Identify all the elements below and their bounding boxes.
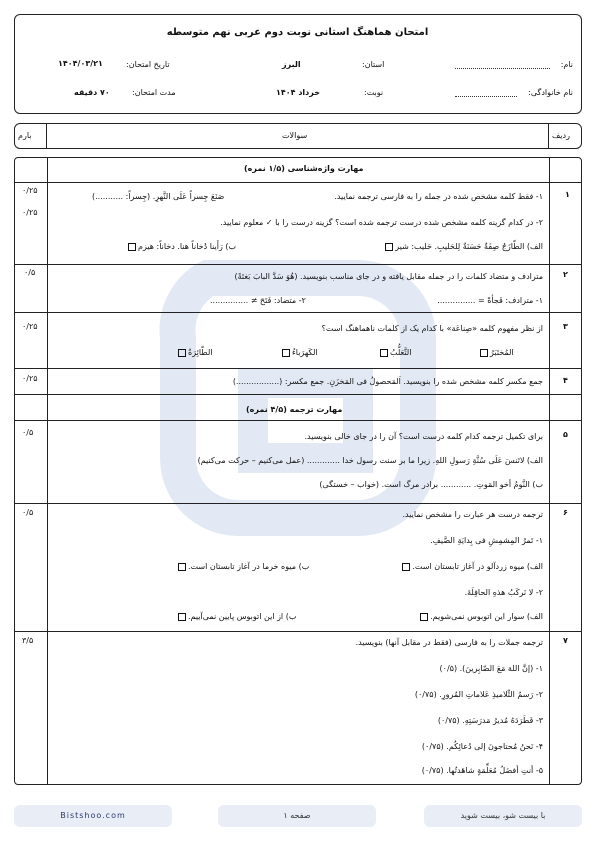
q7-line-5[interactable]: ۵- أنتِ أفضَلُ مُعَلِّمَةٍ شاهَدتُها. (۰/۷۵): [421, 766, 543, 775]
q4-number: ۴: [563, 376, 568, 385]
q7-score: ۳/۵: [22, 636, 34, 645]
q3-option-3[interactable]: الکَهرَباءُ: [280, 348, 318, 358]
q5-line-b[interactable]: ب) النَّومُ أخو المَوتِ. ............ برادر مرگ است. (خواب – خستگی): [319, 480, 543, 489]
q6-sentence-1: ۱- تَمرُ المِشمِشِ فی بِدایَةِ الصَّیفِ.: [430, 536, 543, 545]
name-field: [561, 60, 573, 70]
q7-number: ۷: [563, 636, 568, 645]
section-vocab: مهارت واژه‌شناسی (۱/۵ نمره): [244, 164, 364, 173]
checkbox[interactable]: [178, 349, 186, 357]
q1-b-score: ۰/۲۵: [22, 208, 38, 217]
checkbox[interactable]: [128, 243, 136, 251]
date-value: ۱۴۰۴/۰۳/۲۱: [58, 59, 103, 68]
q3-option-4[interactable]: الطّائِرَةُ: [176, 348, 213, 358]
q7-line-2[interactable]: ۲- رَسمُ التِّلامیذِ عَلاماتِ المُرورِ. (۰/۷۵): [414, 690, 543, 699]
footer-site[interactable]: Bistshoo.com: [14, 805, 172, 827]
session-value: خرداد ۱۴۰۴: [276, 88, 321, 97]
q1-a-arabic: صَنَعَ جِسراً عَلَی النَّهرِ. (جِسراً: ...........): [92, 192, 225, 201]
duration-value: ۷۰ دقیقه: [74, 88, 110, 97]
q2-score: ۰/۵: [24, 268, 36, 277]
q1-a-text: ۱- فقط کلمه مشخص شده در جمله را به فارسی ترجمه نمایید.: [334, 192, 543, 201]
province-value: البرز: [282, 60, 301, 69]
q6-s1-option-a[interactable]: الف) میوه زردآلو در آغاز تابستان است.: [400, 562, 543, 572]
q1-option-a[interactable]: الف) الطّازَجُ صِفَةٌ حَسَنَةٌ لِلحَلیبِ. حَلیب: شیر: [383, 242, 543, 252]
checkbox[interactable]: [420, 613, 428, 621]
q2-antonym[interactable]: ۲- متضاد: فَتَحَ ≠ ...............: [210, 296, 306, 305]
name-dots[interactable]: [455, 63, 550, 69]
exam-title: امتحان هماهنگ استانی نوبت دوم عربی نهم متوسطه: [166, 27, 429, 38]
q5-score: ۰/۵: [22, 428, 34, 437]
footer-slogan: با بیست شو، بیست شوید: [424, 805, 582, 827]
q3-score: ۰/۲۵: [22, 322, 38, 331]
q5-number: ۵: [563, 430, 568, 439]
family-dots[interactable]: [455, 91, 517, 97]
q3-option-2[interactable]: التَّعَلُّبُ: [378, 348, 411, 358]
q1-number: ۱: [565, 190, 570, 199]
q5-text: برای تکمیل ترجمه کدام کلمه درست است؟ آن را در جای خالی بنویسید.: [304, 432, 543, 441]
q7-line-1[interactable]: ۱- (إنَّ اللهَ مَعَ الصّابِرینَ). (۰/۵): [439, 664, 543, 673]
q7-text: ترجمه جملات را به فارسی (فقط در مقابل آنها) بنویسید.: [355, 638, 543, 647]
q6-s2-option-b[interactable]: ب) از این اتوبوس پایین نمی‌آییم.: [176, 612, 296, 622]
duration-label: مدت امتحان:: [132, 88, 176, 97]
q3-option-1[interactable]: المُختَبَرُ: [478, 348, 514, 358]
q2-text: مترادف و متضاد کلمات را در جمله مقابل یافته و در جای مناسب بنویسید. (هُوَ سَدَّ البابَ بَغتَةً): [234, 272, 543, 281]
col-row-label: ردیف: [552, 131, 570, 140]
q1-b-text: ۲- در کدام گزینه کلمه مشخص شده درست ترجمه شده است؟ گزینه درست را با ✓ معلوم نمایید.: [220, 218, 543, 227]
checkbox[interactable]: [178, 563, 186, 571]
q3-text: از نظر مفهوم کلمه «صِناعَة» با کدام یک از کلمات ناهماهنگ است؟: [321, 324, 543, 333]
q7-line-3[interactable]: ۳- فَطَرَدَهُ مُدیرُ مَدرَسَتِهِ. (۰/۷۵): [437, 716, 543, 725]
checkbox[interactable]: [402, 563, 410, 571]
col-questions-label: سوالات: [282, 131, 308, 140]
checkbox[interactable]: [282, 349, 290, 357]
family-field: [528, 88, 573, 98]
section-translation: مهارت ترجمه (۴/۵ نمره): [246, 405, 343, 414]
q2-number: ۲: [563, 270, 568, 279]
family-label: نام خانوادگی:: [528, 88, 573, 97]
q6-s1-option-b[interactable]: ب) میوه خرما در آغاز تابستان است.: [176, 562, 309, 572]
checkbox[interactable]: [385, 243, 393, 251]
footer-page: صفحه ۱: [218, 805, 376, 827]
q5-line-a[interactable]: الف) لاتَنسَ عَلَی سُنَّةِ رَسولِ اللهِ. زیرا ما بر سنت رسول خدا ............. (عمل می‌کنیم – حرکت می‌کنیم): [197, 456, 543, 465]
name-label: نام:: [560, 60, 573, 69]
q4-score: ۰/۲۵: [22, 374, 38, 383]
q6-number: ۶: [563, 508, 568, 517]
date-label: تاریخ امتحان:: [126, 60, 170, 69]
checkbox[interactable]: [380, 349, 388, 357]
q6-text: ترجمه درست هر عبارت را مشخص نمایید.: [402, 510, 543, 519]
q6-score: ۰/۵: [22, 508, 34, 517]
q6-s2-option-a[interactable]: الف) سوار این اتوبوس نمی‌شویم.: [418, 612, 543, 622]
q7-line-4[interactable]: ۴- نَحنُ مُحتاجونَ إلی دُعائِکُم. (۰/۷۵): [421, 742, 543, 751]
session-label: نوبت:: [364, 88, 384, 97]
q1-option-b[interactable]: ب) رَأَینا دُخاناً هنا. دخاناً: هیزم: [126, 242, 236, 252]
q2-synonym[interactable]: ۱- مترادف: فَجأةً = ...............: [437, 296, 543, 305]
q3-number: ۳: [563, 322, 568, 331]
q1-a-score: ۰/۲۵: [22, 186, 38, 195]
q6-sentence-2: ۲- لا نَرکَبُ هذهِ الحافِلَةَ.: [464, 588, 543, 597]
checkbox[interactable]: [480, 349, 488, 357]
province-label: استان:: [362, 60, 385, 69]
col-score-label: بارم: [18, 131, 32, 140]
q4-text[interactable]: جمع مکسر کلمه مشخص شده را بنویسید. اَلمَحصولُ فی المَخزَنِ. جمع مکسر: (.................): [232, 377, 543, 386]
checkbox[interactable]: [178, 613, 186, 621]
